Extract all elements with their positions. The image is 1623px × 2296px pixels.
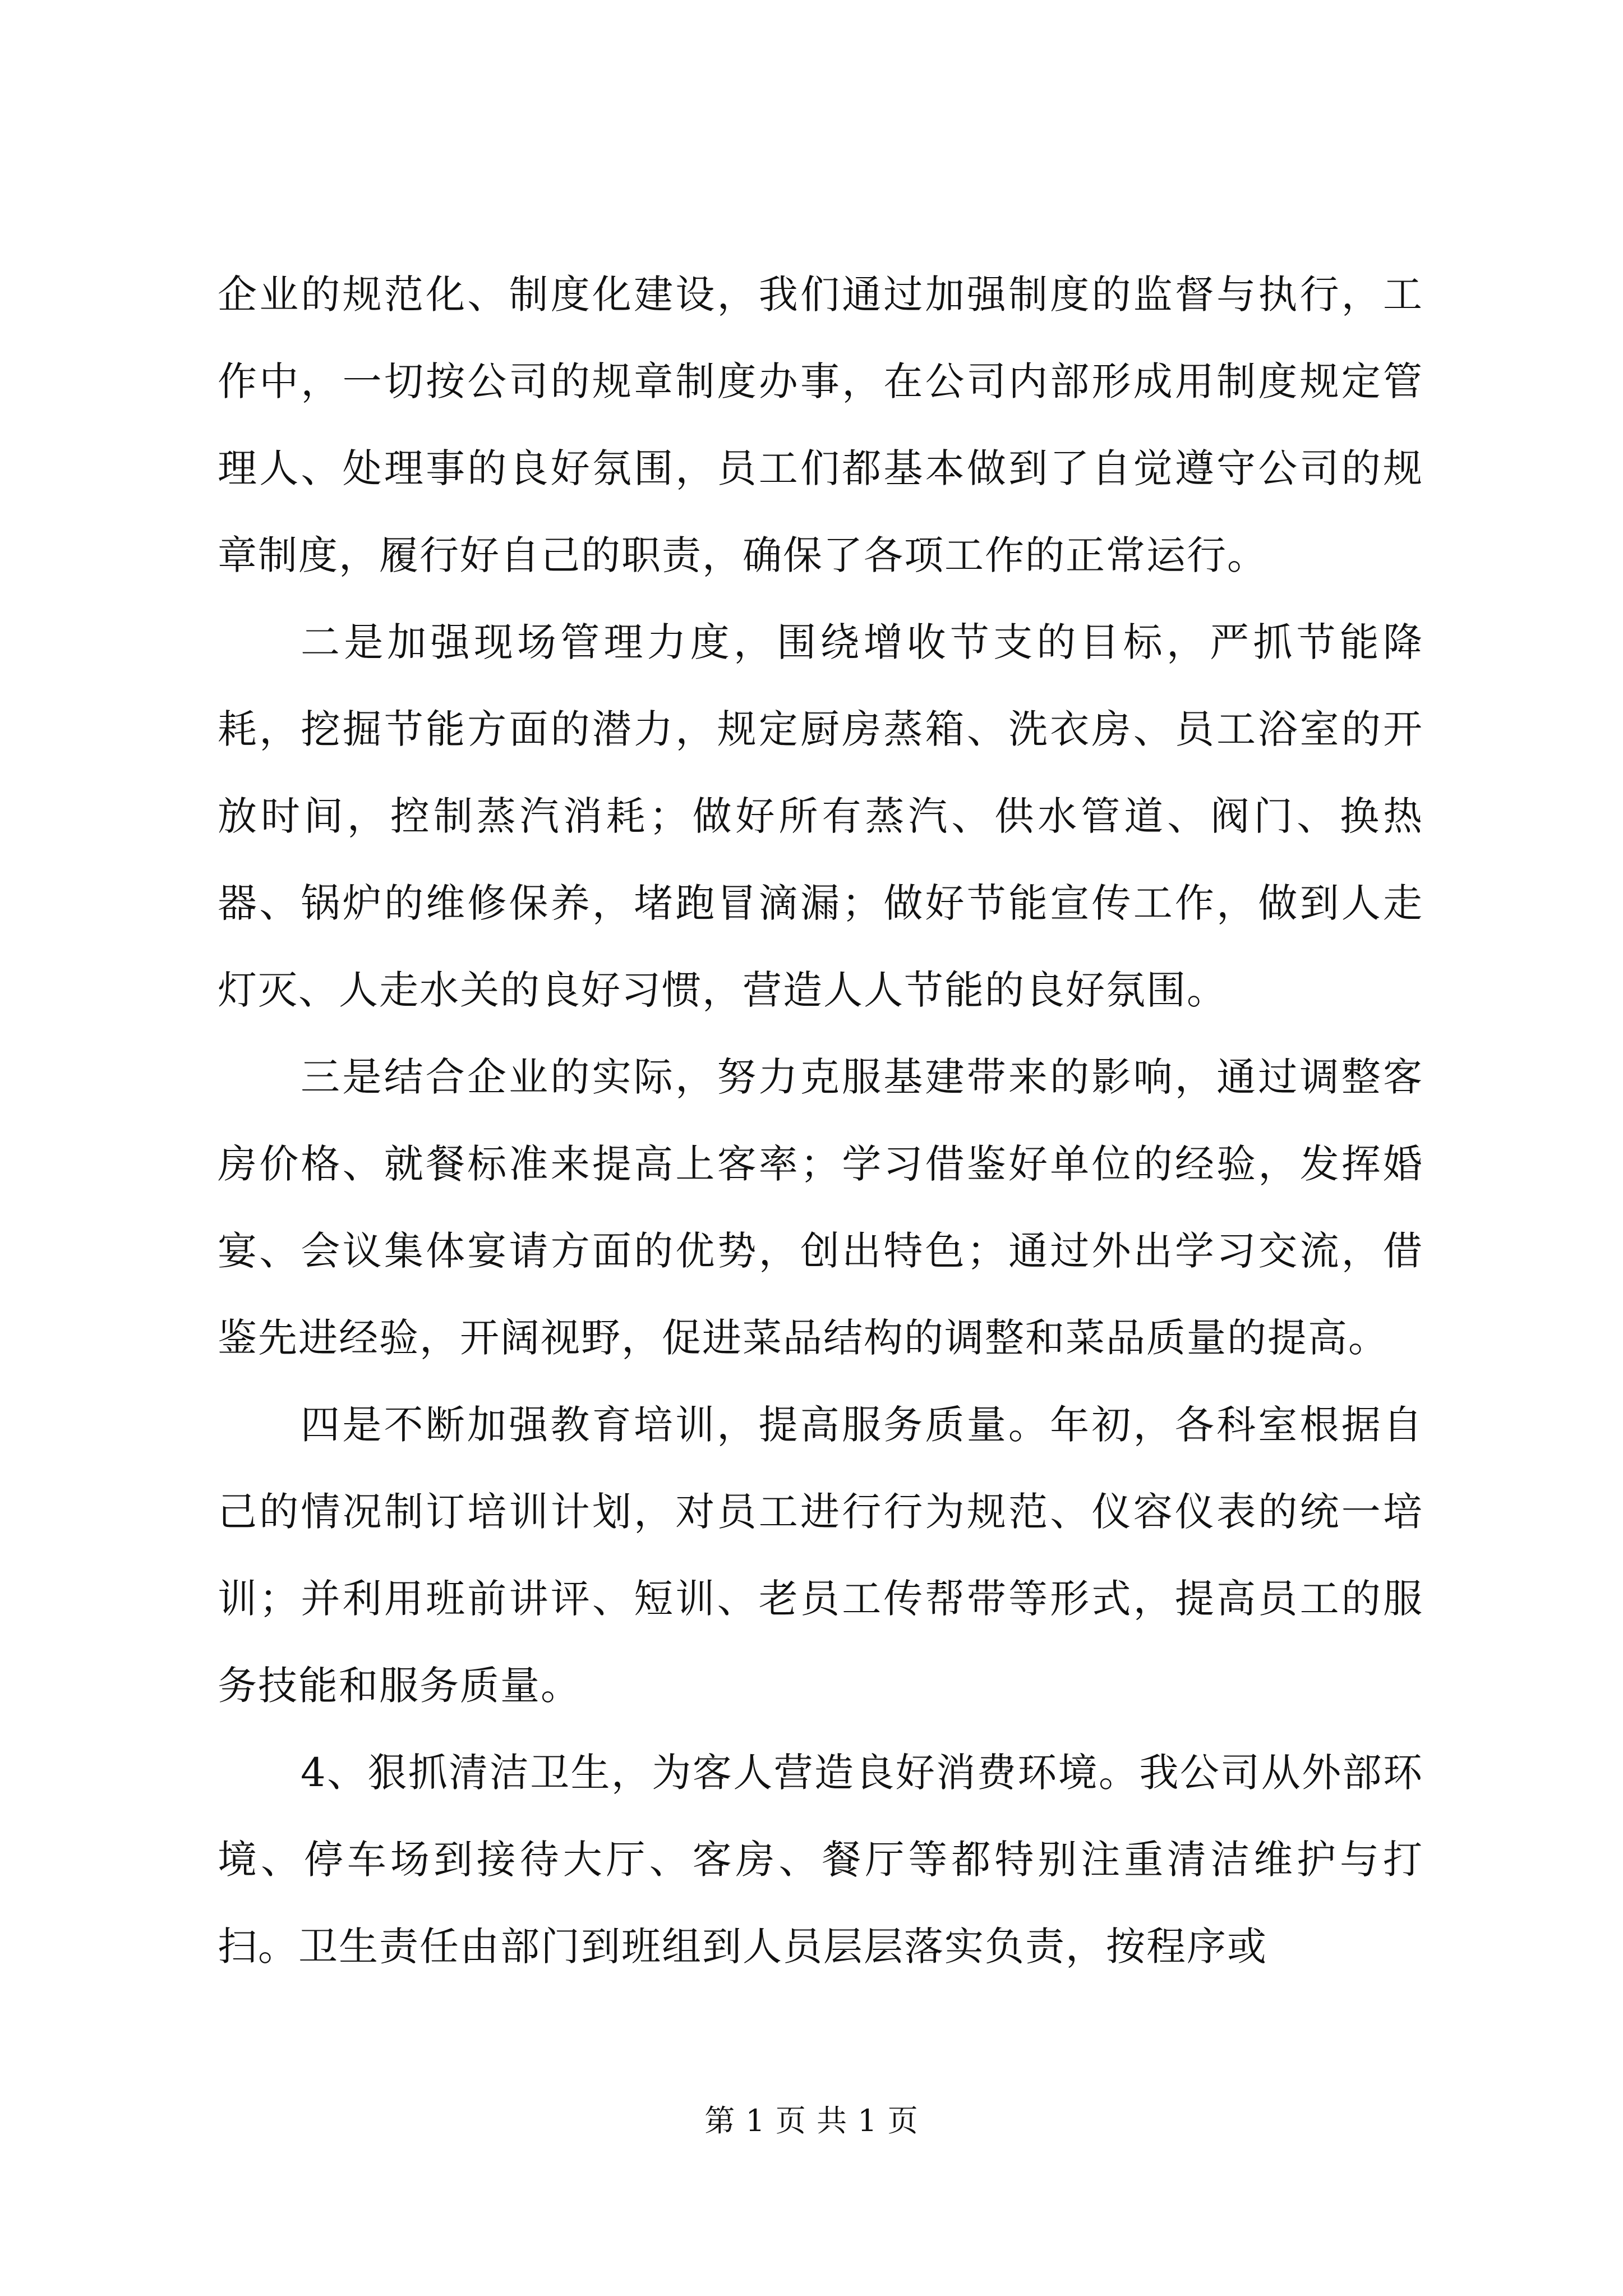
paragraph-2: 二是加强现场管理力度，围绕增收节支的目标，严抓节能降耗，挖掘节能方面的潜力，规定厨房蒸箱、洗衣房、员工浴室的开放时间，控制蒸汽消耗；做好所有蒸汽、供水管道、阀门、换热器、锅炉的维修保养，堵跑冒滴漏；做好节能宣传工作，做到人走灯灭、人走水关的良好习惯，营造人人节能的良好氛围。 <box>218 619 1423 1013</box>
paragraph-1: 企业的规范化、制度化建设，我们通过加强制度的监督与执行，工作中，一切按公司的规章制度办事，在公司内部形成用制度规定管理人、处理事的良好氛围，员工们都基本做到了自觉遵守公司的规章制度，履行好自己的职责，确保了各项工作的正常运行。 <box>218 272 1423 578</box>
paragraph-4: 四是不断加强教育培训，提高服务质量。年初，各科室根据自己的情况制订培训计划，对员工进行行为规范、仪容仪表的统一培训；并利用班前讲评、短训、老员工传帮带等形式，提高员工的服务技能和服务质量。 <box>218 1402 1423 1709</box>
paragraph-5: 4、狠抓清洁卫生，为客人营造良好消费环境。我公司从外部环境、停车场到接待大厅、客房、餐厅等都特别注重清洁维护与打扫。卫生责任由部门到班组到人员层层落实负责，按程序或 <box>218 1750 1423 1970</box>
page-number-footer: 第 1 页 共 1 页 <box>704 2103 919 2138</box>
paragraph-3: 三是结合企业的实际，努力克服基建带来的影响，通过调整客房价格、就餐标准来提高上客率；学习借鉴好单位的经验，发挥婚宴、会议集体宴请方面的优势，创出特色；通过外出学习交流，借鉴先进经验，开阔视野，促进菜品结构的调整和菜品质量的提高。 <box>218 1054 1423 1361</box>
document-body <box>218 251 1423 1990</box>
